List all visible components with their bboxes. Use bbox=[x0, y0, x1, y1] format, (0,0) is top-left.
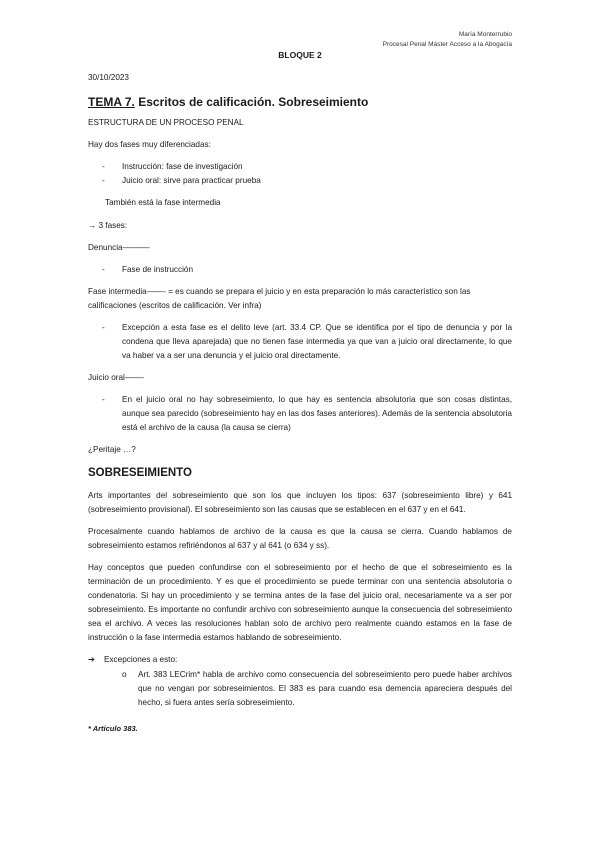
arrow-icon: ➔ bbox=[88, 655, 95, 664]
block-title: BLOQUE 2 bbox=[278, 50, 322, 60]
topic-title bbox=[88, 94, 512, 110]
header-author: María Monterrubio bbox=[458, 31, 512, 38]
instruction-list bbox=[88, 263, 512, 277]
intermediate-phase-text: Fase intermedia——- = es cuando se prepara el juicio y en esta preparación lo más característico son las calificaciones (escritos de calificación. Ver infra) bbox=[88, 287, 471, 310]
exception-list bbox=[88, 321, 512, 363]
date: 30/10/2023 bbox=[88, 73, 129, 82]
peritaje-text: ¿Peritaje …? bbox=[88, 445, 136, 454]
exceptions-list bbox=[88, 668, 512, 710]
list-item: - Juicio oral: sirve para practicar prueba bbox=[102, 176, 261, 185]
paragraph: Arts importantes del sobreseimiento que son los que incluyen los tipos: 637 (sobreseimiento libre) y 641 (sobreseimiento provisional). El sobreseimiento son las causas que se establecen en el 637 y en el 641. bbox=[88, 491, 512, 514]
page-header bbox=[383, 30, 512, 50]
bullet-o-icon: o bbox=[122, 670, 127, 679]
list-item-text: Juicio oral: sirve para practicar prueba bbox=[122, 176, 261, 185]
list-item-text: Instrucción: fase de investigación bbox=[122, 162, 243, 171]
list-item: - Fase de instrucción bbox=[102, 265, 193, 274]
exceptions-label bbox=[88, 653, 512, 667]
exceptions-label-text: Excepciones a esto: bbox=[104, 655, 178, 664]
list-item-text: Fase de instrucción bbox=[122, 265, 193, 274]
list-item-text: Excepción a esta fase es el delito leve (art. 33.4 CP. Que se identifica por el tipo de denuncia y por la condena que lleva aparejada) que no tienen fase intermedia ya que van a juicio oral directamente, lo que va haber va a ser una denuncia y el juicio oral directamente. bbox=[122, 323, 512, 360]
paragraph: Hay conceptos que pueden confundirse con el sobreseimiento por el hecho de que el sobreseimiento es la terminación de un procedimiento. Y es que el procedimiento se puede terminar con una sentencia absolutoria o condenatoria. Si hay un procedimiento y se termina antes de la fase del juicio oral, necesariamente va a ser por sobreseimiento. Es importante no confundir archivo con sobreseimiento aunque la consecuencia del sobreseimiento sea el archivo. A veces las resoluciones hablan solo de archivo pero realmente cuando estamos en la fase de instrucción o la fase intermedia estamos hablando de sobreseimiento. bbox=[88, 563, 512, 642]
phases-list bbox=[88, 160, 512, 188]
topic-number: TEMA 7. bbox=[88, 95, 135, 109]
two-phases-text: Hay dos fases muy diferenciadas: bbox=[88, 140, 211, 149]
list-item: - En el juicio oral no hay sobreseimiento, lo que hay es sentencia absolutoria que son cosas distintas, aunque sea parecido (sobreseimiento hay en las dos fases anteriores). Además de la sentencia absolutoria está el archivo de la causa (la causa se cierra) bbox=[102, 395, 512, 432]
juicio-list bbox=[88, 393, 512, 435]
section-heading: SOBRESEIMIENTO bbox=[88, 467, 192, 479]
paragraph: Procesalmente cuando hablamos de archivo de la causa es que la causa se cierra. Cuando hablamos de sobreseimiento estamos refiriéndonos al 637 y al 641 (o 634 y ss). bbox=[88, 527, 512, 550]
document-body bbox=[88, 71, 512, 744]
list-item: - Excepción a esta fase es el delito leve (art. 33.4 CP. Que se identifica por el tipo de denuncia y por la condena que lleva aparejada) que no tienen fase intermedia ya que van a juicio oral directamente, lo que va haber va a ser una denuncia y el juicio oral directamente. bbox=[102, 323, 512, 360]
list-item-text: Art. 383 LECrim* habla de archivo como consecuencia del sobreseimiento pero puede haber archivos que no vengan por sobreseimientos. El 383 es para cuando esa demencia apareciera después del hecho, si fuera antes sería sobreseimiento. bbox=[138, 670, 512, 707]
list-item bbox=[88, 668, 512, 710]
structure-heading: ESTRUCTURA DE UN PROCESO PENAL bbox=[88, 118, 244, 127]
juicio-oral-label: Juicio oral——- bbox=[88, 373, 144, 382]
three-phases-text: → 3 fases: bbox=[88, 221, 128, 230]
header-course: Procesal Penal Máster Acceso a la Abogacía bbox=[382, 41, 512, 48]
intermediate-note: También está la fase intermedia bbox=[105, 198, 221, 207]
denuncia-label: Denuncia———- bbox=[88, 243, 150, 252]
list-item: - Instrucción: fase de investigación bbox=[102, 162, 243, 171]
list-item-text: En el juicio oral no hay sobreseimiento, lo que hay es sentencia absolutoria que son cosas distintas, aunque sea parecido (sobreseimiento hay en las dos fases anteriores). Además de la sentencia absolutoria está el archivo de la causa (la causa se cierra) bbox=[122, 395, 512, 432]
footnote: * Artículo 383. bbox=[88, 724, 138, 733]
topic-name: Escritos de calificación. Sobreseimiento bbox=[138, 95, 369, 109]
